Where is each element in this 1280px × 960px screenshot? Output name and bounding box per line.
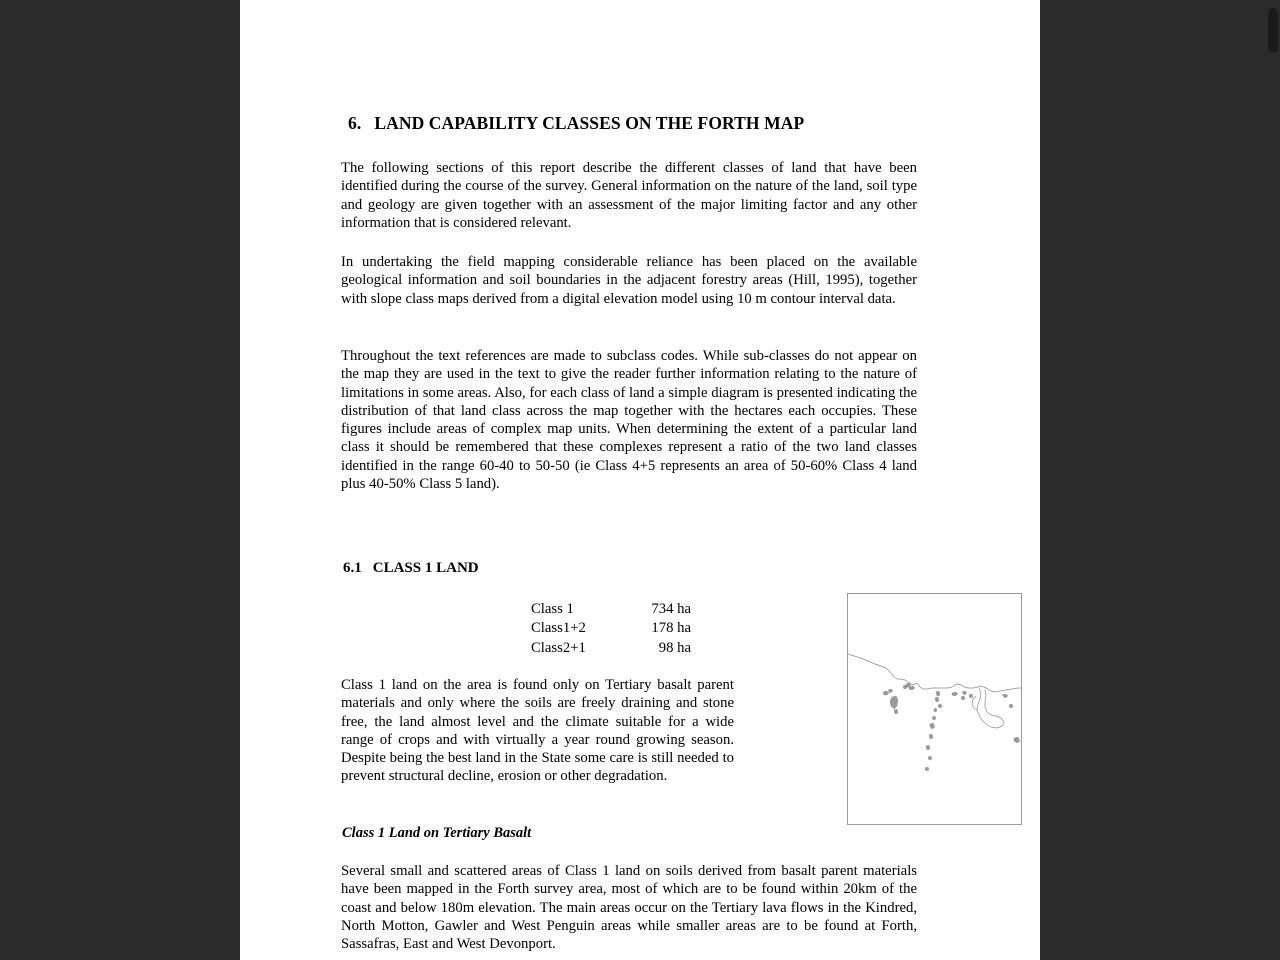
subheading-class1-basalt: Class 1 Land on Tertiary Basalt xyxy=(342,825,532,841)
table-row xyxy=(531,619,691,638)
table-row xyxy=(531,639,691,658)
paragraph-field-mapping: In undertaking the field mapping considerable reliance has been placed on the available geological information and soil boundaries in the adjacent forestry areas (Hill, 1995), together with slope class maps derived from a digital elevation model using 10 m contour interval data. xyxy=(341,254,917,307)
paragraph-subclass-codes: Throughout the text references are made to subclass codes. While sub-classes do not appear on the map they are used in the text to give the reader further information relating to the nature of limitations in some areas. Also, for each class of land a simple diagram is presented indicating the distribution of that land class across the map together with the hectares each occupies. These figures include areas of complex map units. When determining the extent of a particular land class it should be remembered that these complexes represent a ratio of the two land classes identified in the range 60-40 to 50-50 (ie Class 4+5 represents an area of 50-60% Class 4 land plus 40-50% Class 5 land). xyxy=(341,348,917,493)
scrollbar-thumb[interactable] xyxy=(1268,8,1278,53)
section-title: LAND CAPABILITY CLASSES ON THE FORTH MAP xyxy=(374,113,805,133)
area-row-label: Class2+1 xyxy=(531,639,586,656)
class1-distribution-map xyxy=(847,593,1022,825)
area-row-value: 734 ha xyxy=(651,601,691,617)
paragraph-class1-basalt: Several small and scattered areas of Class 1 land on soils derived from basalt parent materials have been mapped in the Forth survey area, most of which are to be found within 20km of the coast and below 180m elevation. The main areas occur on the Tertiary lava flows in the Kindred, North Motton, Gawler and West Penguin areas while smaller areas are to be found at Forth, Sassafras, East and West Devonport. xyxy=(341,863,917,953)
subsection-heading xyxy=(343,560,479,577)
area-row-label: Class1+2 xyxy=(531,620,586,637)
paragraph-class1-description: Class 1 land on the area is found only on Tertiary basalt parent materials and only where the soils are freely draining and stone free, the land almost level and the climate suitable for a wide range of crops and with virtually a year round growing season. Despite being the best land in the State some care is still needed to prevent structural decline, erosion or other degradation. xyxy=(341,677,734,785)
page-content xyxy=(341,0,917,960)
area-row-value: 98 ha xyxy=(658,639,691,656)
area-row-label: Class 1 xyxy=(531,601,574,617)
document-page xyxy=(240,0,1040,960)
vertical-scrollbar[interactable] xyxy=(1266,0,1280,960)
table-row xyxy=(531,600,691,619)
estuary-path xyxy=(972,688,1004,728)
map-outline-svg xyxy=(848,594,1021,824)
section-number: 6. xyxy=(348,113,362,133)
coastline-path xyxy=(848,654,1021,692)
paragraph-intro: The following sections of this report describe the different classes of land that have been identified during the course of the survey. General information on the nature of the land, soil type and geology are given together with an assessment of the major limiting factor and any other information that is considered relevant. xyxy=(341,160,917,231)
subsection-title: CLASS 1 LAND xyxy=(372,560,479,576)
section-heading xyxy=(348,113,804,134)
subsection-number: 6.1 xyxy=(343,560,362,576)
area-summary-table xyxy=(531,600,691,658)
area-row-value: 178 ha xyxy=(651,620,691,637)
